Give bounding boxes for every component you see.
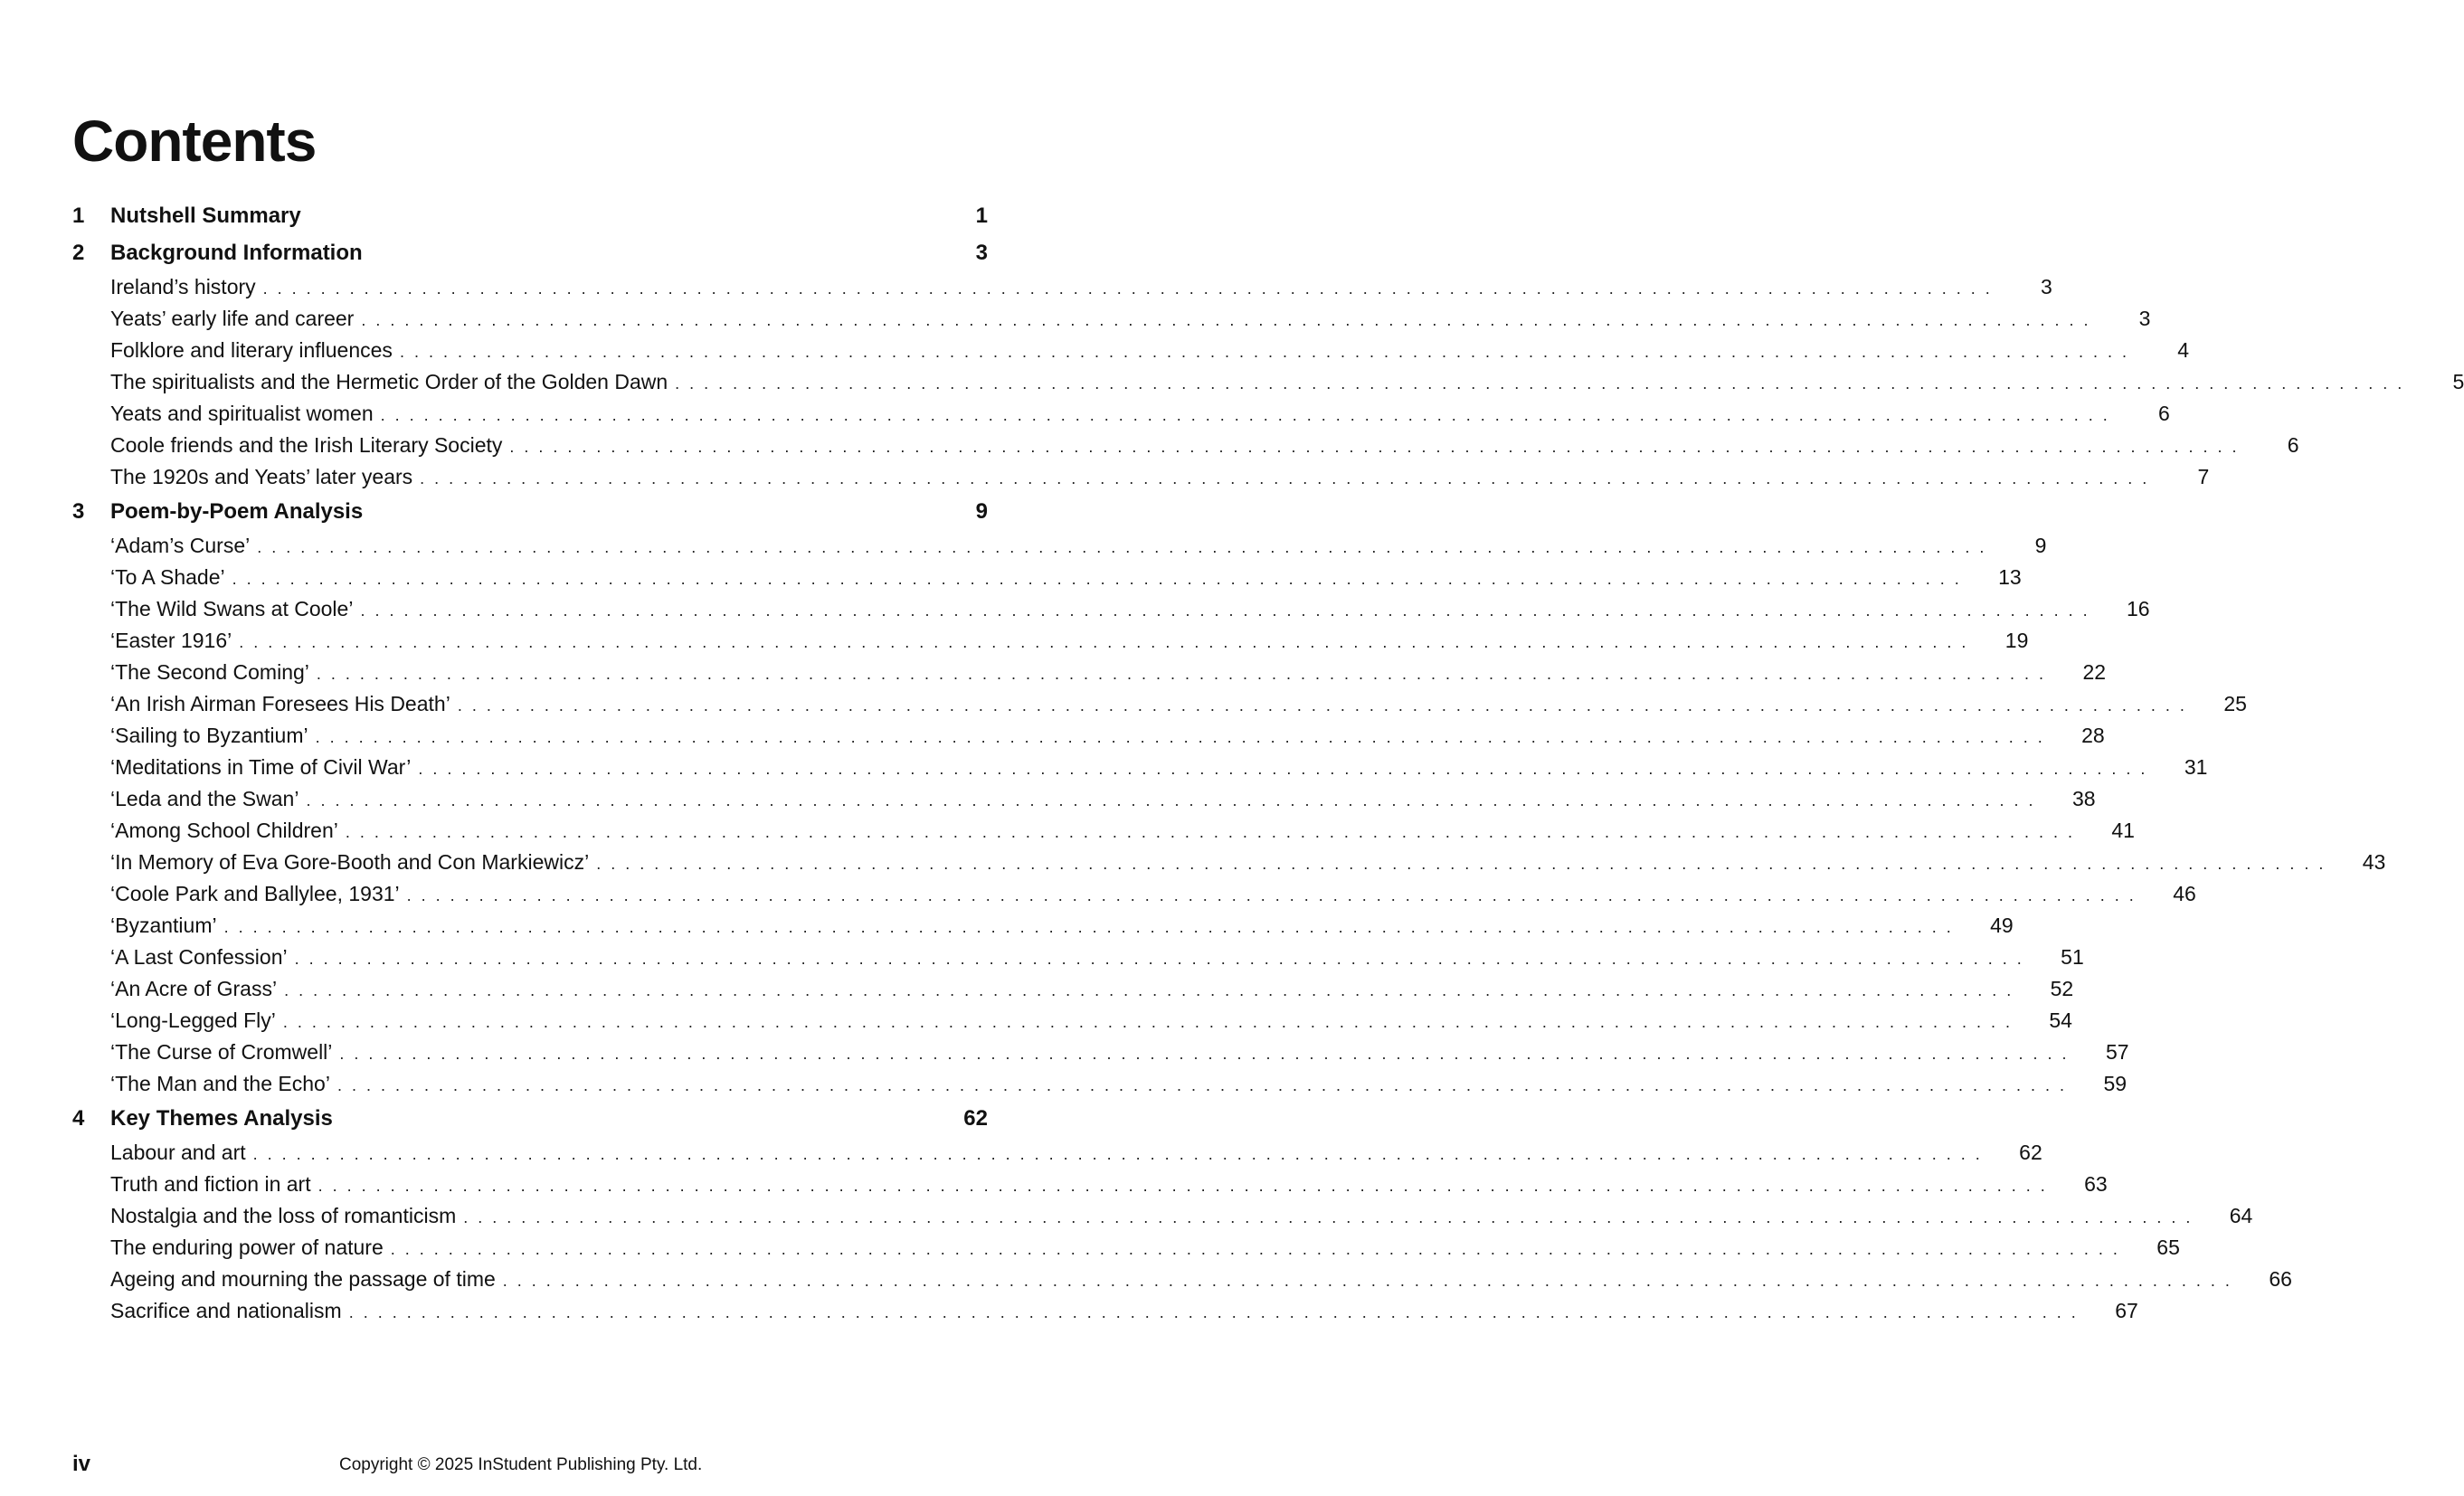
entry-page-number: 16 [2126, 597, 2150, 620]
entry-page-number: 31 [2184, 755, 2208, 779]
toc-entry[interactable] [72, 370, 2464, 402]
entry-title: The spiritualists and the Hermetic Order of the Golden Dawn [110, 370, 668, 393]
dot-leader: ........................................................................................................................ [399, 343, 2137, 361]
dot-leader: ........................................................................................................................ [232, 570, 1969, 588]
entry-page-number: 51 [2061, 945, 2084, 969]
entry-page-number: 57 [2105, 1040, 2129, 1064]
toc-entry[interactable] [72, 945, 2084, 977]
entry-page-number: 65 [2156, 1236, 2180, 1259]
entry-title: ‘Sailing to Byzantium’ [110, 724, 308, 747]
dot-leader: ........................................................................................................................ [336, 1076, 2075, 1094]
chapter-title: Key Themes Analysis [110, 1106, 333, 1131]
toc-entry[interactable] [72, 787, 2096, 819]
dot-leader: ........................................................................................................................ [420, 469, 2157, 488]
entry-title: Ireland’s history [110, 275, 256, 298]
entry-page-number: 22 [2082, 660, 2107, 684]
entry-page-number: 28 [2081, 724, 2105, 747]
toc-entry[interactable] [72, 660, 2107, 692]
entry-title: ‘Coole Park and Ballylee, 1931’ [110, 882, 400, 905]
entry-page-number: 25 [2223, 692, 2247, 715]
toc-chapter[interactable] [72, 499, 988, 534]
toc-entry[interactable] [72, 1299, 2138, 1330]
chapter-page-number: 9 [975, 499, 988, 524]
chapter-title: Nutshell Summary [110, 204, 301, 228]
dot-leader: ........................................................................................................................ [348, 1303, 2086, 1321]
toc-entry[interactable] [72, 1008, 2072, 1040]
entry-title: ‘The Second Coming’ [110, 660, 309, 684]
toc-entry[interactable] [72, 1236, 2180, 1267]
toc-entry[interactable] [72, 275, 2052, 307]
toc-entry[interactable] [72, 977, 2074, 1008]
entry-page-number: 43 [2362, 850, 2386, 874]
chapter-number: 3 [72, 499, 85, 524]
chapter-number: 2 [72, 241, 85, 265]
dot-leader: ........................................................................................................................ [282, 1013, 2020, 1031]
toc-entry[interactable] [72, 1040, 2129, 1072]
dot-leader: ........................................................................................................................ [380, 406, 2118, 424]
toc-entry[interactable] [72, 850, 2386, 882]
entry-title: Sacrifice and nationalism [110, 1299, 342, 1322]
entry-title: Yeats’ early life and career [110, 307, 355, 330]
toc-entry[interactable] [72, 914, 2014, 945]
dot-leader: ........................................................................................................................ [252, 1145, 1990, 1163]
entry-page-number: 59 [2103, 1072, 2128, 1095]
toc-entry[interactable] [72, 338, 2190, 370]
dot-leader: ........................................................................................................................ [360, 601, 2098, 620]
dot-leader: ........................................................................................................................ [361, 311, 2099, 329]
entry-title: ‘To A Shade’ [110, 565, 225, 589]
entry-title: Folklore and literary influences [110, 338, 393, 362]
entry-title: ‘An Acre of Grass’ [110, 977, 278, 1000]
chapter-page-number: 1 [975, 204, 988, 228]
entry-page-number: 4 [2177, 338, 2190, 362]
dot-leader: ........................................................................................................................ [390, 1240, 2128, 1258]
entry-page-number: 3 [2040, 275, 2052, 298]
toc-entry[interactable] [72, 534, 2047, 565]
entry-page-number: 46 [2173, 882, 2196, 905]
dot-leader: ........................................................................................................................ [457, 696, 2194, 715]
footer-copyright: Copyright © 2025 InStudent Publishing Pty. Ltd. [339, 1455, 703, 1474]
chapter-title: Background Information [110, 241, 363, 265]
dot-leader: ........................................................................................................................ [223, 918, 1961, 936]
entry-title: ‘Byzantium’ [110, 914, 217, 937]
chapter-title: Poem-by-Poem Analysis [110, 499, 364, 524]
entry-title: Coole friends and the Irish Literary Society [110, 433, 503, 457]
dot-leader: ........................................................................................................................ [316, 665, 2054, 683]
toc-entry[interactable] [72, 565, 2022, 597]
entry-title: The enduring power of nature [110, 1236, 384, 1259]
dot-leader: ........................................................................................................................ [262, 279, 2000, 298]
entry-title: ‘Leda and the Swan’ [110, 787, 299, 810]
dot-leader: ........................................................................................................................ [596, 855, 2334, 873]
toc-entry[interactable] [72, 1072, 2128, 1103]
entry-page-number: 6 [2157, 402, 2170, 425]
entry-page-number: 9 [2034, 534, 2047, 557]
entry-page-number: 6 [2287, 433, 2299, 457]
dot-leader: ........................................................................................................................ [339, 1045, 2077, 1063]
entry-title: Ageing and mourning the passage of time [110, 1267, 496, 1291]
dot-leader: ........................................................................................................................ [239, 633, 1976, 651]
dot-leader: ........................................................................................................................ [284, 981, 2022, 999]
entry-page-number: 52 [2050, 977, 2074, 1000]
entry-title: ‘Easter 1916’ [110, 629, 232, 652]
toc-entry[interactable] [72, 402, 2170, 433]
dot-leader: ........................................................................................................................ [294, 950, 2032, 968]
dot-leader: ........................................................................................................................ [675, 374, 2412, 393]
entry-page-number: 7 [2197, 465, 2210, 488]
dot-leader: ........................................................................................................................ [463, 1208, 2201, 1226]
entry-title: ‘In Memory of Eva Gore-Booth and Con Markiewicz’ [110, 850, 590, 874]
toc-entry[interactable] [72, 755, 2208, 787]
entry-page-number: 63 [2084, 1172, 2108, 1196]
page-title: Contents [72, 109, 317, 174]
entry-title: ‘A Last Confession’ [110, 945, 288, 969]
entry-title: The 1920s and Yeats’ later years [110, 465, 413, 488]
toc-entry[interactable] [72, 819, 2135, 850]
toc-entry[interactable] [72, 1141, 2042, 1172]
entry-title: ‘An Irish Airman Foresees His Death’ [110, 692, 450, 715]
entry-title: ‘Meditations in Time of Civil War’ [110, 755, 412, 779]
dot-leader: ........................................................................................................................ [306, 791, 2043, 810]
toc-entry[interactable] [72, 1267, 2292, 1299]
entry-page-number: 64 [2229, 1204, 2253, 1227]
entry-title: Labour and art [110, 1141, 246, 1164]
entry-page-number: 3 [2138, 307, 2151, 330]
entry-page-number: 19 [2004, 629, 2029, 652]
chapter-page-number: 3 [975, 241, 988, 265]
entry-title: ‘Long-Legged Fly’ [110, 1008, 276, 1032]
dot-leader: ........................................................................................................................ [317, 1177, 2055, 1195]
toc-entry[interactable] [72, 465, 2210, 497]
toc-chapter[interactable] [72, 1106, 988, 1141]
entry-title: Nostalgia and the loss of romanticism [110, 1204, 457, 1227]
toc-chapter[interactable] [72, 204, 988, 238]
entry-title: Yeats and spiritualist women [110, 402, 374, 425]
entry-page-number: 41 [2111, 819, 2135, 842]
table-of-contents [72, 204, 2464, 1330]
dot-leader: ........................................................................................................................ [418, 760, 2156, 778]
footer-page-number: iv [72, 1452, 91, 1476]
chapter-number: 1 [72, 204, 85, 228]
toc-entry[interactable] [72, 307, 2151, 338]
toc-entry[interactable] [72, 1172, 2108, 1204]
entry-page-number: 49 [1990, 914, 2014, 937]
toc-entry[interactable] [72, 692, 2247, 724]
entry-page-number: 67 [2115, 1299, 2138, 1322]
chapter-number: 4 [72, 1106, 85, 1131]
entry-page-number: 62 [2019, 1141, 2042, 1164]
entry-title: ‘Adam’s Curse’ [110, 534, 251, 557]
dot-leader: ........................................................................................................................ [502, 1272, 2240, 1290]
entry-page-number: 66 [2269, 1267, 2292, 1291]
entry-title: ‘The Man and the Echo’ [110, 1072, 330, 1095]
dot-leader: ........................................................................................................................ [406, 886, 2144, 904]
entry-page-number: 54 [2049, 1008, 2072, 1032]
toc-entry[interactable] [72, 629, 2029, 660]
dot-leader: ........................................................................................................................ [345, 823, 2082, 841]
entry-page-number: 13 [1998, 565, 2022, 589]
toc-entry[interactable] [72, 724, 2105, 755]
dot-leader: ........................................................................................................................ [509, 438, 2247, 456]
entry-page-number: 38 [2071, 787, 2096, 810]
entry-title: ‘The Wild Swans at Coole’ [110, 597, 354, 620]
dot-leader: ........................................................................................................................ [315, 728, 2052, 746]
toc-chapter[interactable] [72, 241, 988, 275]
dot-leader: ........................................................................................................................ [257, 538, 1995, 556]
toc-entry[interactable] [72, 597, 2150, 629]
entry-title: ‘The Curse of Cromwell’ [110, 1040, 333, 1064]
chapter-page-number: 62 [963, 1106, 988, 1131]
toc-entry[interactable] [72, 882, 2196, 914]
entry-title: ‘Among School Children’ [110, 819, 338, 842]
entry-title: Truth and fiction in art [110, 1172, 311, 1196]
entry-page-number: 5 [2452, 370, 2464, 393]
toc-entry[interactable] [72, 433, 2299, 465]
toc-entry[interactable] [72, 1204, 2253, 1236]
